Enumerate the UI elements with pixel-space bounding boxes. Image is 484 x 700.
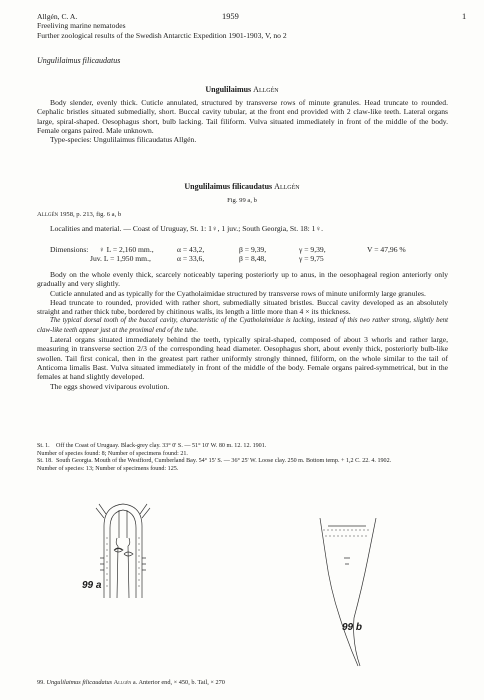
header-series: Further zoological results of the Swedish Antarctic Expedition 1901-1903, V, no 2 xyxy=(37,30,287,40)
figure-label-a: 99 a xyxy=(82,580,102,591)
header-title: Freeliving marine nematodes xyxy=(37,21,126,31)
dim-female-gamma: γ = 9,39, xyxy=(299,245,326,254)
caption-author: Allgén xyxy=(113,679,132,686)
species-title xyxy=(0,182,484,191)
desc-teeth-note: The typical dorsal tooth of the buccal cavity, characteristic of the Cyatholaimidae is lacking, instead of this two rather strong, slightly bent claw-like teeth appear just at the proximal end of the tube. xyxy=(37,317,448,334)
genus-title xyxy=(0,85,484,94)
caption-detail: a. Anterior end, × 450, b. Tail, × 270 xyxy=(132,679,225,686)
station-18-label: St. 18. xyxy=(37,458,53,465)
desc-head: Head truncate to rounded, provided with rather short, submedially situated bristles. Buccal cavity developed as an absolutely straight and rather thick tube, bordered by chitinous walls, its length a little more than 4 × its thickness. xyxy=(37,297,448,317)
station-18 xyxy=(37,458,448,466)
station-1 xyxy=(37,443,448,451)
dim-juv-length: Juv. L = 1,950 mm., xyxy=(90,254,151,263)
desc-body: Body on the whole evenly thick, scarcely noticeably tapering posteriorly up to anus, in the oesophageal region anteriorly only gradually and very slightly. xyxy=(37,270,448,289)
genus-author: Allgén xyxy=(253,85,279,94)
dim-juv-beta: β = 8,48, xyxy=(239,254,267,263)
reference-author: Allgén xyxy=(37,211,59,218)
localities-text: Localities and material. — Coast of Uruguay, St. 1: 1♀, 1 juv.; South Georgia, St. 18: 1♀. xyxy=(50,224,324,233)
caption-number: 99. xyxy=(37,679,45,686)
station-18-counts: Number of species: 13; Number of specimens found: 125. xyxy=(37,466,179,473)
species-description xyxy=(37,270,448,391)
desc-cuticle: Cuticle annulated and as typically for the Cyatholaimidae structured by transverse rows of minute uniformly large granules. xyxy=(50,288,426,298)
figure-99b-tail xyxy=(318,518,378,668)
literature-reference xyxy=(37,211,121,218)
dim-female-vulva: V = 47,96 % xyxy=(367,245,406,254)
localities xyxy=(37,224,448,233)
dim-female-beta: β = 9,39, xyxy=(239,245,267,254)
genus-name: Ungulilaimus xyxy=(205,85,252,94)
figure-label-b: 99 b xyxy=(342,622,363,633)
station-1-counts: Number of species found: 8; Number of specimens found: 21. xyxy=(37,450,188,457)
header-author: Allgén, C. A. xyxy=(37,12,78,21)
genus-type-species: Type-species: Ungulilaimus filicaudatus Allgén. xyxy=(50,135,197,145)
page-number: 1 xyxy=(462,12,467,21)
station-1-text: Off the Coast of Uruguay. Black-grey clay. 33° 0' S. — 51° 10' W. 80 m. 12. 12. 1901. xyxy=(56,443,267,449)
dim-juv-gamma: γ = 9,75 xyxy=(299,254,324,263)
desc-lateral-organs: Lateral organs situated immediately behind the teeth, typically spiral-shaped, composed of about 3 whorls and rather large, measuring in transverse section 2/3 of the corresponding head diameter. Oesophagus short, about evenly thick, posteriorly bulb-like swollen. Tail first conical, then in the greatest part rather uniformly strongly thinned, filiform, on the whole similar to the tail of Anticoma limalis Bast. Vulva situated immediately in front of the middle of the body. Female organs paired-symmetrical, but in the females at hand slightly developed. xyxy=(37,335,448,382)
station-18-text: South Georgia. Mouth of the Westfiord, Cumberland Bay. 54° 15' S. — 36° 25' W. Loose clay. 250 m. Bottom temp. + 1,2 C. 22. 4. 1902. xyxy=(56,458,392,465)
genus-diagnosis: Body slender, evenly thick. Cuticle annulated, structured by transverse rows of minute granules. Head truncate to rounded. Cephalic bristles situated submedially, short. Buccal cavity tubular, at the front end provided with 2 claw-like teeth. Lateral organs large, spiral-shaped. Oesophagus short, bulb lacking. Tail filiform. Vulva situated immediately in front of the middle of the body. Female organs paired. Male unknown. xyxy=(37,98,448,135)
species-author: Allgén xyxy=(274,182,300,191)
genus-description xyxy=(37,98,448,144)
dimensions-label: Dimensions: xyxy=(50,245,89,254)
station-list xyxy=(37,443,448,474)
reference-detail: 1958, p. 213, fig. 6 a, b xyxy=(59,211,122,218)
dim-female-alpha: α = 43,2, xyxy=(177,245,205,254)
species-heading: Ungulilaimus filicaudatus xyxy=(37,56,121,65)
station-1-label: St. 1. xyxy=(37,443,50,449)
species-name: Ungulilaimus filicaudatus xyxy=(184,182,273,191)
dim-juv-alpha: α = 33,6, xyxy=(177,254,205,263)
header-citation xyxy=(37,12,337,40)
figure-caption xyxy=(37,679,225,686)
caption-species: Ungulilaimus filicaudatus xyxy=(46,679,113,686)
desc-eggs: The eggs showed viviparous evolution. xyxy=(50,381,170,391)
figure-reference: Fig. 99 a, b xyxy=(227,197,257,204)
dim-female-length: ♀ L = 2,160 mm., xyxy=(99,245,154,254)
header-year: 1959 xyxy=(222,12,239,21)
